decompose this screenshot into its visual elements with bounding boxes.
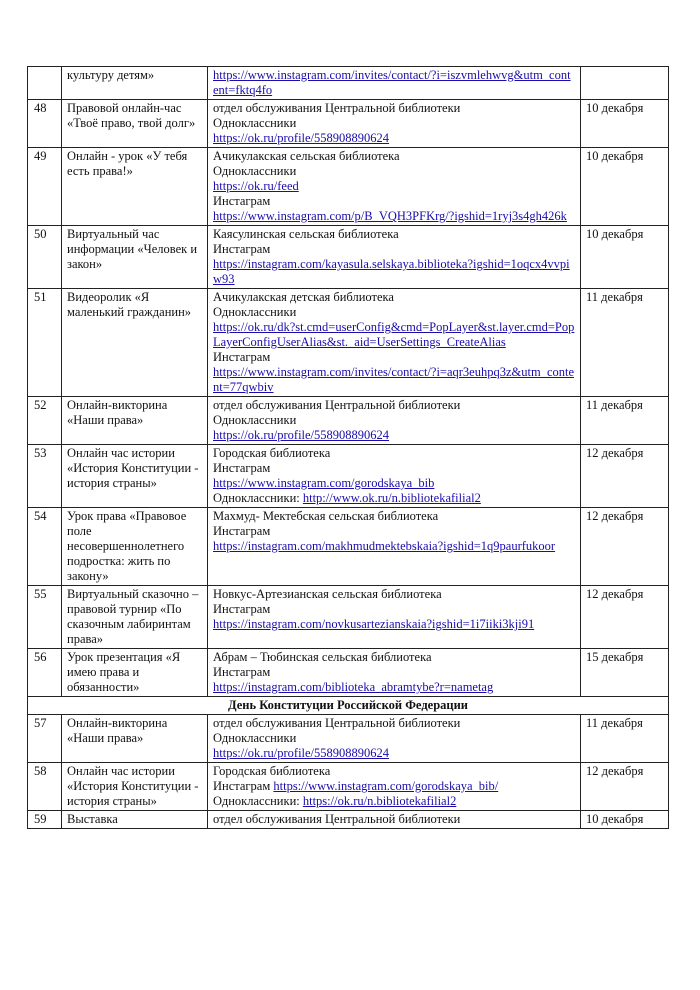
event-title: Онлайн час истории «История Конституции - история страны» [62, 763, 208, 811]
venue-text: Ачикулакская детская библиотека [213, 290, 394, 304]
link-label: Инстаграм [213, 779, 274, 793]
section-header-row [28, 697, 669, 715]
venue-text: Одноклассники [213, 164, 297, 178]
venue-text: отдел обслуживания Центральной библиотеки [213, 101, 461, 115]
table-row [28, 397, 669, 445]
row-number: 55 [28, 586, 62, 649]
event-title: Урок права «Правовое поле несовершеннолетнего подростка: жить по закону» [62, 508, 208, 586]
event-title: Онлайн час истории «История Конституции - история страны» [62, 445, 208, 508]
social-link[interactable]: https://ok.ru/profile/558908890624 [213, 131, 390, 145]
social-link[interactable]: https://www.instagram.com/p/B_VQH3PFKrg/?igshid=1ryj3s4gh426k [213, 209, 567, 223]
venue-text: Одноклассники [213, 731, 297, 745]
social-link[interactable]: https://www.instagram.com/gorodskaya_bib [213, 476, 435, 490]
event-date: 12 декабря [581, 445, 669, 508]
row-number: 54 [28, 508, 62, 586]
venue-text: Одноклассники [213, 413, 297, 427]
event-date: 10 декабря [581, 100, 669, 148]
table-row [28, 586, 669, 649]
event-date: 12 декабря [581, 586, 669, 649]
venue-text: Инстаграм [213, 350, 271, 364]
events-table [27, 66, 669, 829]
event-title: Онлайн-викторина «Наши права» [62, 715, 208, 763]
event-venue-and-links [208, 397, 581, 445]
link-label: Одноклассники: [213, 491, 303, 505]
social-link[interactable]: https://www.instagram.com/invites/contact/?i=iszvmlehwvg&utm_content=fktq4fo [213, 68, 571, 97]
event-date: 10 декабря [581, 811, 669, 829]
row-number: 57 [28, 715, 62, 763]
venue-text: Абрам – Тюбинская сельская библиотека [213, 650, 432, 664]
row-number: 52 [28, 397, 62, 445]
venue-text: Каясулинская сельская библиотека [213, 227, 399, 241]
event-title: Онлайн - урок «У тебя есть права!» [62, 148, 208, 226]
table-row [28, 763, 669, 811]
event-venue-and-links [208, 715, 581, 763]
event-venue-and-links [208, 649, 581, 697]
event-venue-and-links [208, 289, 581, 397]
row-number: 59 [28, 811, 62, 829]
event-venue-and-links [208, 586, 581, 649]
venue-text: Новкус-Артезианская сельская библиотека [213, 587, 442, 601]
table-row [28, 148, 669, 226]
social-link[interactable]: http://www.ok.ru/n.bibliotekafilial2 [302, 491, 481, 505]
event-venue-and-links [208, 508, 581, 586]
table-row [28, 508, 669, 586]
row-number [28, 67, 62, 100]
venue-text: Городская библиотека [213, 764, 331, 778]
section-header-group [28, 697, 669, 715]
venue-text: Одноклассники [213, 305, 297, 319]
table-row [28, 445, 669, 508]
venue-text: Инстаграм [213, 665, 271, 679]
event-venue-and-links [208, 226, 581, 289]
labeled-link-line [213, 779, 576, 794]
event-date: 11 декабря [581, 715, 669, 763]
social-link[interactable]: https://ok.ru/profile/558908890624 [213, 746, 390, 760]
event-date: 11 декабря [581, 397, 669, 445]
row-number: 51 [28, 289, 62, 397]
venue-text: отдел обслуживания Центральной библиотеки [213, 812, 461, 826]
event-title: Онлайн-викторина «Наши права» [62, 397, 208, 445]
section-title: День Конституции Российской Федерации [28, 697, 669, 715]
event-date: 15 декабря [581, 649, 669, 697]
venue-text: Ачикулакская сельская библиотека [213, 149, 400, 163]
social-link[interactable]: https://instagram.com/novkusartezianskaia?igshid=1i7iiki3kji91 [213, 617, 535, 631]
social-link[interactable]: https://instagram.com/makhmudmektebskaia?igshid=1q9paurfukoor [213, 539, 556, 553]
link-label: Одноклассники: [213, 794, 303, 808]
social-link[interactable]: https://ok.ru/feed [213, 179, 299, 193]
social-link[interactable]: https://instagram.com/biblioteka_abramtybe?r=nametag [213, 680, 494, 694]
event-title: Урок презентация «Я имею права и обязанности» [62, 649, 208, 697]
table-row [28, 67, 669, 100]
table-row [28, 811, 669, 829]
row-number: 49 [28, 148, 62, 226]
event-venue-and-links [208, 148, 581, 226]
venue-text: Одноклассники [213, 116, 297, 130]
labeled-link-line [213, 491, 576, 506]
events-table-body-top [28, 67, 669, 697]
event-title: Правовой онлайн-час «Твоё право, твой долг» [62, 100, 208, 148]
event-date: 10 декабря [581, 226, 669, 289]
event-venue-and-links [208, 811, 581, 829]
event-date: 12 декабря [581, 508, 669, 586]
event-date [581, 67, 669, 100]
events-table-body-bottom [28, 715, 669, 829]
social-link[interactable]: https://ok.ru/dk?st.cmd=userConfig&cmd=PopLayer&st.layer.cmd=PopLayerConfigUserAlias&st._aid=UserSettings_CreateAlias [213, 320, 575, 349]
table-row [28, 289, 669, 397]
venue-text: Инстаграм [213, 242, 271, 256]
venue-text: Инстаграм [213, 194, 271, 208]
row-number: 48 [28, 100, 62, 148]
event-venue-and-links [208, 67, 581, 100]
table-row [28, 226, 669, 289]
venue-text: отдел обслуживания Центральной библиотеки [213, 716, 461, 730]
table-row [28, 100, 669, 148]
venue-text: Инстаграм [213, 602, 271, 616]
event-date: 12 декабря [581, 763, 669, 811]
event-title: Видеоролик «Я маленький гражданин» [62, 289, 208, 397]
event-venue-and-links [208, 445, 581, 508]
row-number: 58 [28, 763, 62, 811]
venue-text: Инстаграм [213, 461, 271, 475]
row-number: 50 [28, 226, 62, 289]
social-link[interactable]: https://www.instagram.com/gorodskaya_bib/ [273, 779, 499, 793]
venue-text: Городская библиотека [213, 446, 331, 460]
table-row [28, 715, 669, 763]
social-link[interactable]: https://www.instagram.com/invites/contact/?i=aqr3euhpq3z&utm_content=77qwbiv [213, 365, 575, 394]
labeled-link-line [213, 794, 576, 809]
venue-text: Инстаграм [213, 524, 271, 538]
venue-text: отдел обслуживания Центральной библиотеки [213, 398, 461, 412]
row-number: 53 [28, 445, 62, 508]
social-link[interactable]: https://instagram.com/kayasula.selskaya.biblioteka?igshid=1oqcx4vvpiw93 [213, 257, 570, 286]
event-venue-and-links [208, 100, 581, 148]
social-link[interactable]: https://ok.ru/n.bibliotekafilial2 [302, 794, 457, 808]
venue-text: Махмуд- Мектебская сельская библиотека [213, 509, 439, 523]
event-venue-and-links [208, 763, 581, 811]
social-link[interactable]: https://ok.ru/profile/558908890624 [213, 428, 390, 442]
event-date: 10 декабря [581, 148, 669, 226]
event-title: Виртуальный сказочно – правовой турнир «По сказочным лабиринтам права» [62, 586, 208, 649]
event-date: 11 декабря [581, 289, 669, 397]
event-title: культуру детям» [62, 67, 208, 100]
table-row [28, 649, 669, 697]
event-title: Виртуальный час информации «Человек и закон» [62, 226, 208, 289]
row-number: 56 [28, 649, 62, 697]
event-title: Выставка [62, 811, 208, 829]
